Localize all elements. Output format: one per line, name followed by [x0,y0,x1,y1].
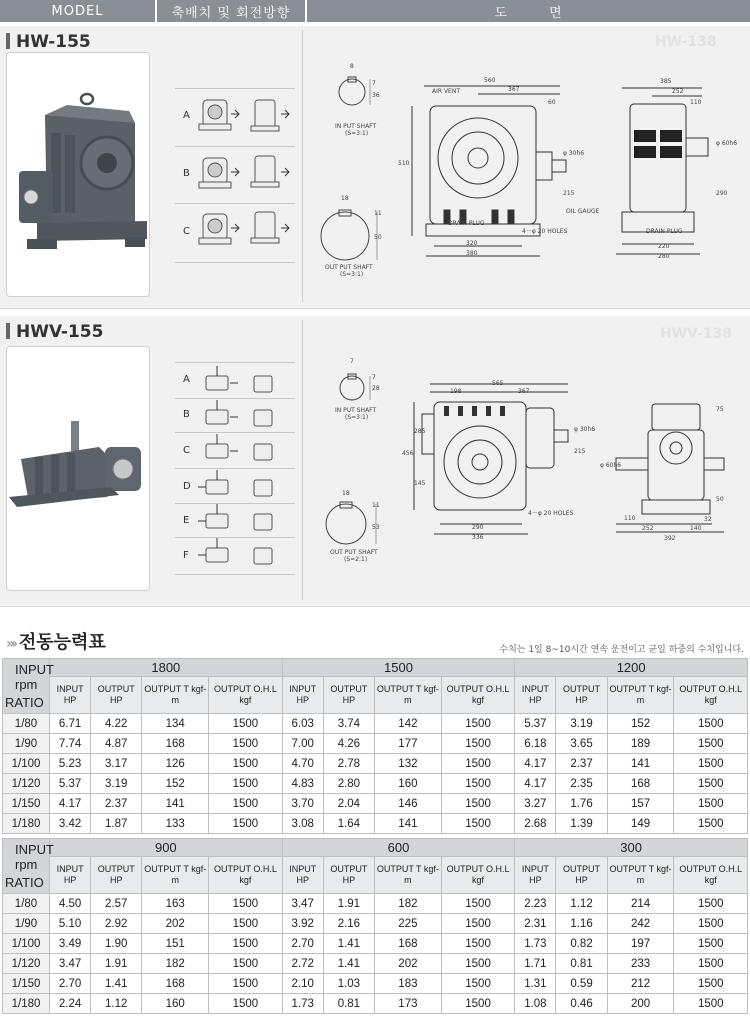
dim-215: 215 [563,190,575,197]
table-cell: 2.80 [323,774,374,794]
dim-110: 110 [624,515,636,522]
ghost-text: HW-138 [655,34,717,50]
table-cell: 1500 [441,894,515,914]
table-cell: 197 [607,934,674,954]
table-cell: 1500 [209,774,283,794]
dim-290: 290 [716,190,728,197]
arrangement-label-a: A [183,374,190,385]
side-view-drawing-hw155 [612,84,722,264]
label-oil-gauge: OIL GAUGE [566,208,600,215]
table-cell: 3.92 [282,914,323,934]
table-cell: 2.10 [282,974,323,994]
table-cell: 3.17 [91,754,142,774]
ratio-cell: 1/90 [3,734,50,754]
gearbox-hwv155-image [7,347,149,590]
table-cell: 146 [374,794,441,814]
table-cell: 0.81 [323,994,374,1014]
column-header: OUTPUT T kgf-m [374,677,441,714]
column-header: INPUT HP [282,677,323,714]
table-cell: 1500 [674,754,748,774]
rpm-header: 1500 [282,659,515,677]
dim-392: 392 [664,535,676,542]
table-cell: 152 [607,714,674,734]
table-cell: 1.39 [556,814,607,834]
dim-110: 110 [690,99,702,106]
dim-input-dia: 28 [372,385,380,392]
ratio-cell: 1/150 [3,974,50,994]
dim-215: 215 [574,448,586,455]
arrangement-label-a: A [183,110,190,121]
label-input-ratio: (S=3:1) [345,414,369,421]
table-cell: 1500 [441,754,515,774]
table-cell: 1500 [209,814,283,834]
dim-290: 290 [472,524,484,531]
column-header: OUTPUT T kgf-m [607,677,674,714]
power-table-low-rpm [2,838,748,1014]
table-cell: 1500 [674,914,748,934]
table-cell: 1.73 [515,934,556,954]
column-header: OUTPUT HP [91,857,142,894]
table-cell: 1500 [441,794,515,814]
table-cell: 1500 [441,934,515,954]
table-cell: 1.64 [323,814,374,834]
table-cell: 1500 [674,714,748,734]
label-holes: 4－φ 20 HOLES [522,228,568,235]
label-drain-plug-side: DRAIN PLUG [646,228,683,235]
table-cell: 1.16 [556,914,607,934]
ratio-cell: 1/180 [3,994,50,1014]
table-cell: 233 [607,954,674,974]
dim-367: 367 [518,388,530,395]
column-header: OUTPUT O.H.L kgf [441,677,515,714]
dim-320: 320 [466,240,478,247]
dim-145: 145 [414,480,426,487]
ratio-cell: 1/100 [3,934,50,954]
table-cell: 2.31 [515,914,556,934]
arrangement-label-c: C [183,445,190,456]
dim-60h6: φ 60h6 [600,462,622,469]
arrangement-label-c: C [183,226,190,237]
table-cell: 0.82 [556,934,607,954]
dim-60: 60 [548,99,556,106]
table-cell: 3.42 [50,814,91,834]
table-row [3,734,748,754]
arrangement-label-e: E [183,515,190,526]
table-cell: 1500 [209,954,283,974]
table-cell: 151 [142,934,209,954]
dim-456: 456 [402,450,414,457]
table-cell: 132 [374,754,441,774]
dim-140: 140 [690,525,702,532]
arrangement-divider [175,262,295,263]
dim-285: 285 [414,428,426,435]
label-holes: 4－φ 20 HOLES [528,510,574,517]
table-cell: 5.37 [515,714,556,734]
table-cell: 1500 [441,814,515,834]
column-header: OUTPUT O.H.L kgf [674,857,748,894]
dim-output-dia: 50 [374,234,382,241]
table-cell: 3.19 [556,714,607,734]
table-cell: 160 [142,994,209,1014]
column-header: OUTPUT HP [91,677,142,714]
dim-385: 385 [660,78,672,85]
label-air-vent: AIR VENT [432,88,460,95]
table-cell: 1500 [674,734,748,754]
dim-input-dia: 36 [372,92,380,99]
table-cell: 3.08 [282,814,323,834]
label-drain-plug: DRAIN PLUG [448,220,485,227]
table-cell: 3.70 [282,794,323,814]
table-row [3,894,748,914]
label-output-ratio: (S=3:1) [340,271,364,278]
corner-cell: INPUT rpm RATIO [3,659,50,714]
arrangement-icons-hw155 [195,92,295,262]
table-cell: 1500 [209,754,283,774]
table-cell: 0.59 [556,974,607,994]
table-cell: 173 [374,994,441,1014]
table-cell: 1.91 [323,894,374,914]
dim-output-h: 11 [372,502,380,509]
dim-75: 75 [716,406,724,413]
table-cell: 182 [142,954,209,974]
table-cell: 133 [142,814,209,834]
table-cell: 126 [142,754,209,774]
column-header: INPUT HP [282,857,323,894]
table-cell: 1500 [441,914,515,934]
column-header: INPUT HP [515,857,556,894]
section-title-hw155: HW-155 [6,32,91,52]
dim-input-key: 7 [350,358,354,365]
dim-565: 565 [492,380,504,387]
table-cell: 1.08 [515,994,556,1014]
column-header: OUTPUT O.H.L kgf [209,857,283,894]
table-cell: 1500 [441,994,515,1014]
table-cell: 141 [374,814,441,834]
table-title: »› 전동능력표 [6,632,106,653]
column-header: OUTPUT O.H.L kgf [209,677,283,714]
table-cell: 1.87 [91,814,142,834]
table-cell: 242 [607,914,674,934]
table-cell: 1500 [209,894,283,914]
arrangement-divider [175,362,295,363]
table-row [3,934,748,954]
column-header: INPUT HP [515,677,556,714]
table-cell: 134 [142,714,209,734]
table-cell: 2.57 [91,894,142,914]
power-table-high-rpm [2,658,748,834]
dim-220: 220 [658,243,670,250]
table-cell: 1500 [209,914,283,934]
column-header: OUTPUT HP [556,677,607,714]
table-cell: 2.72 [282,954,323,974]
section-divider [302,30,303,302]
arrangement-label-f: F [183,550,189,561]
column-header: OUTPUT O.H.L kgf [674,677,748,714]
table-cell: 1.31 [515,974,556,994]
table-cell: 1.41 [323,934,374,954]
table-cell: 1500 [209,714,283,734]
dim-output-key: 18 [342,490,350,497]
table-cell: 200 [607,994,674,1014]
table-cell: 2.37 [556,754,607,774]
table-cell: 2.24 [50,994,91,1014]
table-cell: 1500 [674,894,748,914]
table-cell: 6.71 [50,714,91,734]
dim-60h6: φ 60h6 [716,140,738,147]
table-cell: 225 [374,914,441,934]
rpm-header: 900 [50,839,283,857]
arrangement-divider [175,574,295,575]
table-cell: 168 [142,734,209,754]
column-header: OUTPUT O.H.L kgf [441,857,515,894]
arrangement-divider [175,88,295,89]
table-cell: 141 [607,754,674,774]
label-input-ratio: (S=3:1) [345,130,369,137]
table-row [3,794,748,814]
column-header: OUTPUT T kgf-m [374,857,441,894]
table-cell: 1500 [441,714,515,734]
table-cell: 182 [374,894,441,914]
table-cell: 3.74 [323,714,374,734]
table-cell: 202 [374,954,441,974]
table-cell: 4.22 [91,714,142,734]
table-row [3,714,748,734]
table-cell: 1500 [209,734,283,754]
table-cell: 5.23 [50,754,91,774]
dim-280: 280 [658,253,670,260]
table-cell: 1500 [209,974,283,994]
table-cell: 4.70 [282,754,323,774]
table-cell: 1.91 [91,954,142,974]
table-cell: 2.04 [323,794,374,814]
table-note: 수치는 1일 8~10시간 연속 운전이고 균일 하중의 수치입니다. [499,645,744,655]
table-cell: 2.16 [323,914,374,934]
label-input-shaft: IN PUT SHAFT [335,407,377,414]
table-cell: 142 [374,714,441,734]
table-cell: 157 [607,794,674,814]
column-header: OUTPUT HP [323,857,374,894]
table-cell: 4.50 [50,894,91,914]
table-cell: 5.10 [50,914,91,934]
arrangement-label-d: D [183,481,191,492]
dim-input-key: 8 [350,63,354,70]
dim-252: 252 [672,88,684,95]
table-row [3,954,748,974]
product-photo-hwv155 [6,346,150,591]
dim-32: 32 [704,516,712,523]
label-input-shaft: IN PUT SHAFT [335,123,377,130]
table-cell: 4.26 [323,734,374,754]
table-cell: 1500 [674,974,748,994]
table-cell: 202 [142,914,209,934]
table-cell: 1.41 [91,974,142,994]
table-cell: 1500 [674,994,748,1014]
table-cell: 7.00 [282,734,323,754]
label-output-shaft: OUT PUT SHAFT [330,549,378,556]
column-header: INPUT HP [50,857,91,894]
dim-shaft-30h6: φ 30h6 [563,150,585,157]
dim-367: 367 [508,86,520,93]
ratio-cell: 1/90 [3,914,50,934]
label-output-shaft: OUT PUT SHAFT [325,264,373,271]
table-cell: 1.12 [556,894,607,914]
table-row [3,774,748,794]
table-cell: 2.70 [50,974,91,994]
dim-shaft-30h6: φ 30h6 [574,426,596,433]
table-cell: 3.65 [556,734,607,754]
table-cell: 3.47 [50,954,91,974]
ghost-text: HWV-138 [660,326,733,342]
table-cell: 152 [142,774,209,794]
front-view-drawing-hwv155 [410,378,585,548]
table-row [3,994,748,1014]
table-cell: 177 [374,734,441,754]
table-cell: 1500 [674,774,748,794]
section-divider [302,320,303,600]
table-cell: 168 [607,774,674,794]
dim-198: 198 [450,388,462,395]
table-cell: 1.90 [91,934,142,954]
table-cell: 1.12 [91,994,142,1014]
table-cell: 168 [374,934,441,954]
ratio-cell: 1/120 [3,954,50,974]
gearbox-hw155-image [7,53,149,296]
arrangement-label-b: B [183,168,190,179]
dim-336: 336 [472,534,484,541]
table-cell: 3.19 [91,774,142,794]
rpm-header: 600 [282,839,515,857]
table-cell: 0.81 [556,954,607,974]
rpm-header: 300 [515,839,748,857]
ratio-cell: 1/120 [3,774,50,794]
table-cell: 4.17 [515,754,556,774]
table-cell: 1500 [441,954,515,974]
table-cell: 7.74 [50,734,91,754]
header-arrangement: 축배치 및 회전방향 [157,0,305,22]
table-cell: 4.17 [50,794,91,814]
dim-input-h: 7 [372,374,376,381]
column-header: OUTPUT T kgf-m [142,677,209,714]
table-cell: 1.41 [323,954,374,974]
front-view-drawing-hw155 [408,78,608,268]
header-drawing: 도 면 [307,0,750,22]
dim-input-h: 7 [372,80,376,87]
product-photo-hw155 [6,52,150,297]
table-cell: 1.76 [556,794,607,814]
table-cell: 1.71 [515,954,556,974]
table-cell: 1500 [209,794,283,814]
column-header: INPUT HP [50,677,91,714]
table-cell: 3.49 [50,934,91,954]
table-cell: 1500 [674,814,748,834]
table-cell: 1500 [441,774,515,794]
table-cell: 3.27 [515,794,556,814]
table-row [3,814,748,834]
ratio-cell: 1/80 [3,714,50,734]
table-cell: 2.35 [556,774,607,794]
table-row [3,914,748,934]
table-cell: 189 [607,734,674,754]
table-cell: 1.03 [323,974,374,994]
ratio-cell: 1/80 [3,894,50,914]
dim-380: 380 [466,250,478,257]
table-cell: 1500 [209,994,283,1014]
dim-252: 252 [642,525,654,532]
table-cell: 2.70 [282,934,323,954]
ratio-cell: 1/100 [3,754,50,774]
table-cell: 149 [607,814,674,834]
table-cell: 2.23 [515,894,556,914]
table-cell: 168 [142,974,209,994]
dim-50: 50 [716,496,724,503]
table-cell: 1500 [441,734,515,754]
table-cell: 1.73 [282,994,323,1014]
table-cell: 214 [607,894,674,914]
table-row [3,754,748,774]
input-shaft-drawing-hw155 [330,62,380,118]
column-header: OUTPUT HP [323,677,374,714]
rpm-header: 1200 [515,659,748,677]
table-cell: 1500 [209,934,283,954]
table-cell: 141 [142,794,209,814]
table-cell: 2.68 [515,814,556,834]
table-row [3,974,748,994]
table-cell: 4.83 [282,774,323,794]
table-cell: 6.18 [515,734,556,754]
table-cell: 2.37 [91,794,142,814]
header-model: MODEL [0,0,155,22]
corner-cell: INPUT rpm RATIO [3,839,50,894]
arrangement-label-b: B [183,409,190,420]
dim-output-dia: 53 [372,524,380,531]
table-cell: 5.37 [50,774,91,794]
ratio-cell: 1/150 [3,794,50,814]
table-cell: 163 [142,894,209,914]
table-cell: 4.17 [515,774,556,794]
table-cell: 2.92 [91,914,142,934]
column-header: OUTPUT T kgf-m [607,857,674,894]
table-cell: 1500 [674,954,748,974]
table-cell: 0.46 [556,994,607,1014]
table-cell: 3.47 [282,894,323,914]
table-cell: 1500 [441,974,515,994]
table-cell: 1500 [674,934,748,954]
chevron-icon: »› [6,636,15,652]
table-cell: 160 [374,774,441,794]
table-cell: 1500 [674,794,748,814]
dim-output-h: 11 [374,210,382,217]
table-cell: 2.78 [323,754,374,774]
table-cell: 212 [607,974,674,994]
ratio-cell: 1/180 [3,814,50,834]
column-header: OUTPUT T kgf-m [142,857,209,894]
arrangement-icons-hwv155 [198,364,298,574]
table-cell: 183 [374,974,441,994]
table-cell: 4.87 [91,734,142,754]
section-title-hwv155: HWV-155 [6,322,103,342]
dim-overall-width: 560 [484,77,496,84]
column-header: OUTPUT HP [556,857,607,894]
rpm-header: 1800 [50,659,283,677]
dim-510: 510 [398,160,410,167]
table-cell: 6.03 [282,714,323,734]
dim-output-key: 18 [341,195,349,202]
label-output-ratio: (S=2:1) [344,556,368,563]
